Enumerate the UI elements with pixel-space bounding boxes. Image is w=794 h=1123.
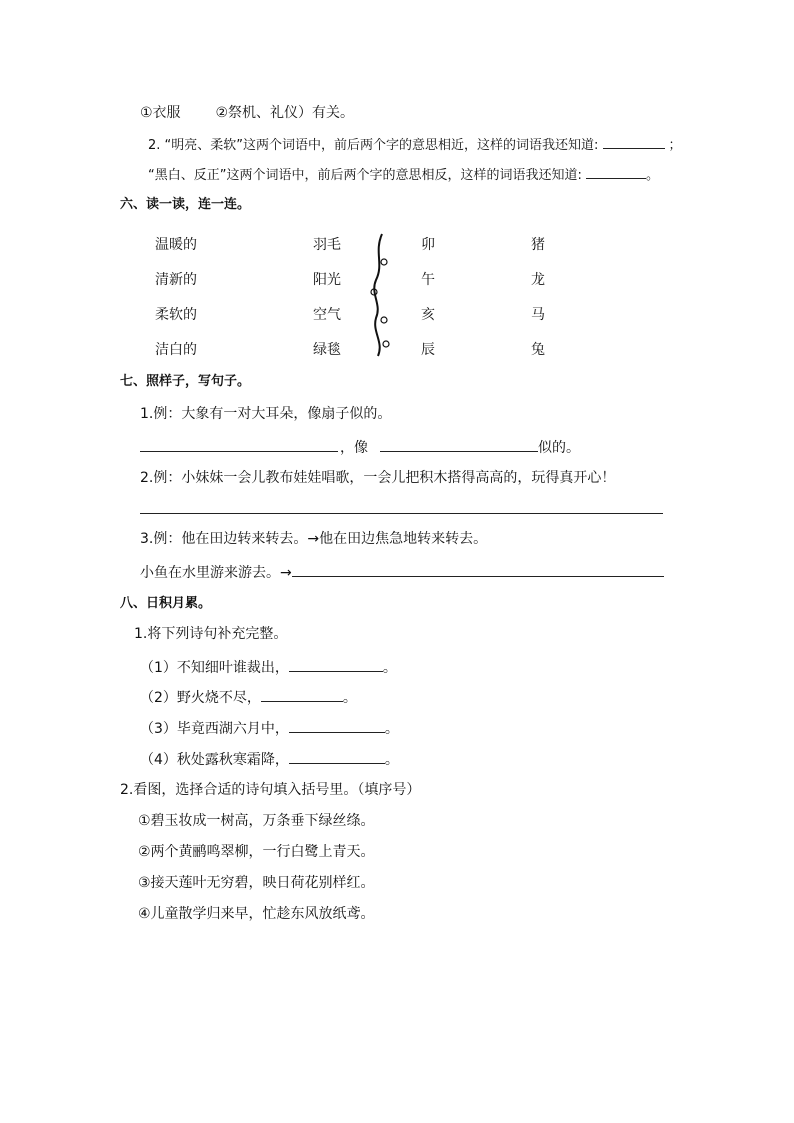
adj-1: 温暖的 (155, 237, 197, 253)
noun-3: 空气 (313, 307, 341, 323)
option-line (140, 104, 354, 122)
noun-1: 羽毛 (313, 237, 341, 253)
adj-3: 柔软的 (155, 307, 197, 323)
poem-question-1: 1.将下列诗句补充完整。 (134, 626, 288, 642)
punct: 。 (646, 168, 660, 183)
poem-text: （4）秋处露秋寒霜降， (140, 752, 289, 768)
animal-4: 兔 (531, 342, 545, 358)
adj-4: 洁白的 (155, 342, 197, 358)
answer-blank[interactable] (289, 749, 385, 764)
branch-1: 卯 (421, 237, 435, 253)
answer-blank[interactable] (289, 657, 383, 672)
answer-blank[interactable] (586, 164, 646, 179)
answer-blank[interactable] (292, 562, 664, 577)
animal-3: 马 (531, 307, 545, 323)
answer-blank[interactable] (603, 134, 665, 149)
question-text: 小鱼在水里游来游去。→ (140, 565, 292, 581)
answer-blank[interactable] (261, 687, 343, 702)
noun-2: 阳光 (313, 272, 341, 288)
poem-option-4: ④儿童散学归来早，忙趁东风放纸鸢。 (138, 906, 375, 922)
question-3 (140, 562, 664, 582)
example-3: 3.例：他在田边转来转去。→他在田边焦急地转来转去。 (140, 531, 488, 547)
connector-text: ，像 (340, 440, 368, 456)
poem-question-2: 2.看图，选择合适的诗句填入括号里。（填序号） (120, 782, 421, 798)
poem-line-4 (140, 749, 399, 769)
punct: 。 (384, 752, 399, 768)
q5-2-line1 (148, 134, 682, 155)
answer-blank-long[interactable] (140, 513, 663, 514)
noun-4: 绿毯 (313, 342, 341, 358)
poem-text: （2）野火烧不尽， (140, 690, 261, 706)
branch-3: 亥 (421, 307, 435, 323)
punct: 。 (384, 721, 399, 737)
q5-2-line2 (148, 164, 659, 185)
answer-blank[interactable] (289, 718, 385, 733)
section-7-title: 七、照样子，写句子。 (120, 374, 251, 389)
branch-2: 午 (421, 272, 435, 288)
poem-line-2 (140, 687, 357, 707)
poem-line-1 (140, 657, 397, 677)
answer-line-1 (140, 437, 580, 457)
answer-blank[interactable] (380, 437, 538, 452)
poem-option-3: ③接天莲叶无穷碧，映日荷花别样红。 (138, 875, 375, 891)
example-2: 2.例：小妹妹一会儿教布娃娃唱歌，一会儿把积木搭得高高的，玩得真开心！ (140, 470, 616, 486)
q5-2-text: 2. “明亮、柔软”这两个词语中，前后两个字的意思相近，这样的词语我还知道: (148, 138, 599, 153)
poem-text: （3）毕竟西湖六月中， (140, 721, 289, 737)
punct: ； (668, 138, 682, 153)
option-2: ②祭机、礼仪）有关。 (215, 105, 355, 121)
poem-option-1: ①碧玉妆成一树高，万条垂下绿丝绦。 (138, 813, 375, 829)
option-1: ①衣服 (140, 105, 181, 121)
section-8-title: 八、日积月累。 (120, 596, 212, 611)
branch-4: 辰 (421, 342, 435, 358)
answer-blank[interactable] (140, 437, 338, 452)
adj-2: 清新的 (155, 272, 197, 288)
suffix-text: 似的。 (538, 440, 580, 456)
q5-2-text2: “黑白、反正”这两个词语中，前后两个字的意思相反，这样的词语我还知道: (148, 168, 582, 183)
poem-line-3 (140, 718, 399, 738)
punct: 。 (342, 690, 357, 706)
example-1: 1.例：大象有一对大耳朵，像扇子似的。 (140, 406, 392, 422)
branch-divider-icon (362, 232, 402, 358)
animal-2: 龙 (531, 272, 545, 288)
poem-option-2: ②两个黄鹂鸣翠柳，一行白鹭上青天。 (138, 844, 375, 860)
punct: 。 (382, 660, 397, 676)
section-6-title: 六、读一读，连一连。 (120, 197, 251, 212)
animal-1: 猪 (531, 237, 545, 253)
poem-text: （1）不知细叶谁裁出， (140, 660, 289, 676)
